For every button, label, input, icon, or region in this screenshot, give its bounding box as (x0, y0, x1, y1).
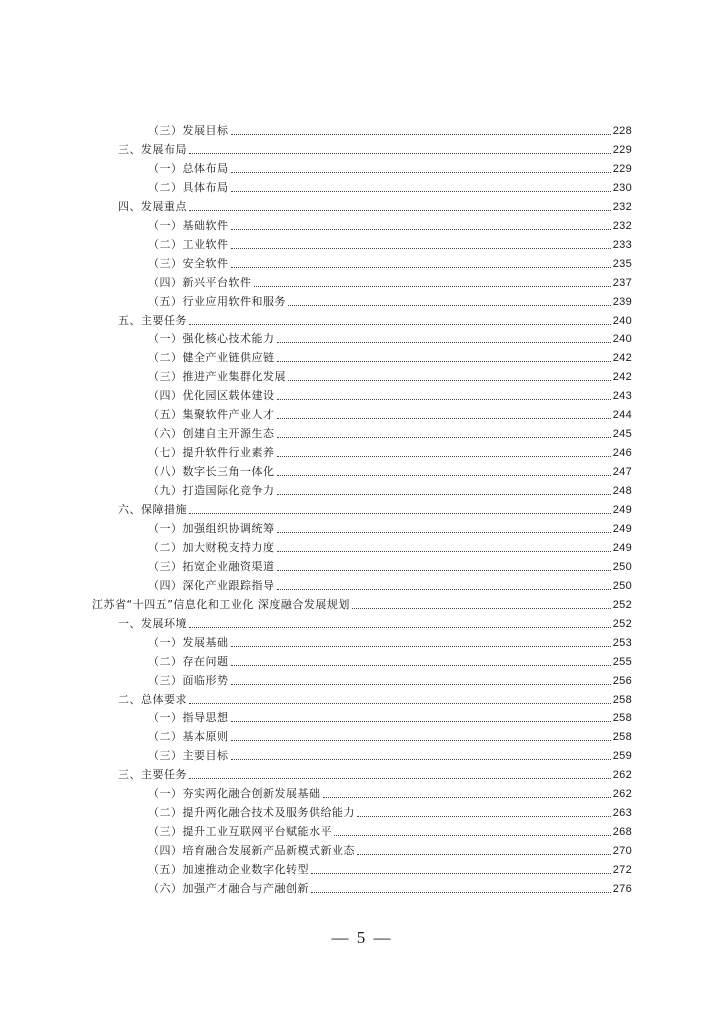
toc-entry[interactable] (148, 575, 632, 593)
dot-leader (277, 532, 611, 533)
dot-leader (311, 892, 611, 893)
dot-leader (231, 191, 611, 192)
toc-entry-title: （三）拓宽企业融资渠道 (148, 559, 275, 573)
toc-entry[interactable] (148, 291, 632, 309)
toc-entry-title: （三）安全软件 (148, 256, 229, 270)
toc-entry-title: （九）打造国际化竞争力 (148, 484, 275, 498)
toc-entry-title: （三）推进产业集群化发展 (148, 370, 286, 384)
toc-entry[interactable] (148, 404, 632, 422)
toc-entry-page: 252 (612, 598, 632, 611)
toc-entry-page: 247 (612, 466, 632, 479)
toc-entry-title: （五）加速推动企业数字化转型 (148, 863, 309, 877)
toc-entry[interactable] (148, 234, 632, 252)
toc-entry-page: 268 (612, 826, 632, 839)
toc-entry[interactable] (148, 366, 632, 384)
dot-leader (277, 437, 611, 438)
toc-entry-title: （七）提升软件行业素养 (148, 446, 275, 460)
toc-entry-title: （三）主要目标 (148, 749, 229, 763)
toc-entry-page: 240 (612, 314, 632, 327)
toc-entry[interactable] (148, 783, 632, 801)
toc-entry[interactable] (118, 139, 632, 157)
dot-leader (277, 456, 611, 457)
toc-entry-page: 253 (612, 636, 632, 649)
toc-entry-title: （一）强化核心技术能力 (148, 332, 275, 346)
dot-leader (277, 551, 611, 552)
toc-entry[interactable] (148, 556, 632, 574)
dot-leader (277, 475, 611, 476)
toc-entry[interactable] (148, 859, 632, 877)
toc-entry[interactable] (148, 878, 632, 896)
toc-entry-page: 250 (612, 560, 632, 573)
toc-entry[interactable] (118, 499, 632, 517)
toc-entry-page: 263 (612, 807, 632, 820)
toc-entry-title: （二）基本原则 (148, 730, 229, 744)
toc-entry-page: 262 (612, 769, 632, 782)
toc-entry[interactable] (148, 120, 632, 138)
toc-entry[interactable] (92, 594, 632, 612)
toc-entry-title: （二）健全产业链供应链 (148, 351, 275, 365)
toc-entry[interactable] (148, 726, 632, 744)
toc-entry[interactable] (148, 177, 632, 195)
toc-entry-title: （一）总体布局 (148, 161, 229, 175)
dot-leader (189, 324, 611, 325)
dot-leader (231, 267, 611, 268)
toc-entry-title: 五、主要任务 (118, 313, 187, 327)
dot-leader (231, 646, 611, 647)
toc-entry-page: 249 (612, 522, 632, 535)
toc-entry-page: 246 (612, 447, 632, 460)
toc-entry-title: （三）面临形势 (148, 673, 229, 687)
toc-entry-title: （一）加强组织协调统筹 (148, 521, 275, 535)
toc-entry-page: 237 (612, 276, 632, 289)
toc-entry-page: 229 (612, 162, 632, 175)
toc-entry-page: 230 (612, 181, 632, 194)
toc-entry[interactable] (148, 461, 632, 479)
dot-leader (288, 380, 611, 381)
toc-entry[interactable] (148, 272, 632, 290)
toc-entry-page: 248 (612, 485, 632, 498)
page-number: — 5 — (331, 928, 393, 947)
toc-entry-title: 江苏省“十四五”信息化和工业化 深度融合发展规划 (92, 597, 350, 611)
toc-entry-page: 232 (612, 200, 632, 213)
toc-entry-title: （六）加强产才融合与产融创新 (148, 882, 309, 895)
toc-entry-title: （八）数字长三角一体化 (148, 465, 275, 479)
toc-entry-title: （一）夯实两化融合创新发展基础 (148, 787, 321, 801)
dot-leader (357, 854, 611, 855)
toc-entry-title: （五）集聚软件产业人才 (148, 408, 275, 422)
dot-leader (231, 134, 611, 135)
toc-entry-page: 228 (612, 125, 632, 137)
dot-leader (357, 816, 611, 817)
toc-entry[interactable] (148, 537, 632, 555)
toc-entry[interactable] (148, 651, 632, 669)
toc-entry-title: （二）加大财税支持力度 (148, 540, 275, 554)
toc-entry-page: 245 (612, 428, 632, 441)
dot-leader (189, 778, 611, 779)
toc-entry-page: 258 (612, 693, 632, 706)
dot-leader (277, 589, 611, 590)
toc-entry[interactable] (148, 518, 632, 536)
toc-entry-page: 252 (612, 617, 632, 630)
toc-entry-page: 276 (612, 883, 632, 895)
dot-leader (189, 703, 611, 704)
toc-entry[interactable] (148, 632, 632, 650)
toc-entry-page: 239 (612, 295, 632, 308)
toc-entry[interactable] (148, 442, 632, 460)
toc-entry-page: 242 (612, 371, 632, 384)
toc-entry-title: （二）具体布局 (148, 180, 229, 194)
toc-entry-page: 270 (612, 845, 632, 858)
toc-entry-title: 二、总体要求 (118, 692, 187, 706)
dot-leader (189, 627, 611, 628)
dot-leader (189, 153, 611, 154)
dot-leader (334, 835, 611, 836)
dot-leader (323, 797, 611, 798)
toc-entry[interactable] (148, 158, 632, 176)
toc-entry[interactable] (148, 385, 632, 403)
dot-leader (277, 570, 611, 571)
toc-entry[interactable] (148, 328, 632, 346)
dot-leader (277, 342, 611, 343)
toc-entry-title: 三、主要任务 (118, 768, 187, 782)
dot-leader (231, 248, 611, 249)
dot-leader (254, 286, 611, 287)
toc-entry-title: （二）提升两化融合技术及服务供给能力 (148, 806, 355, 820)
toc-entry-page: 232 (612, 219, 632, 232)
toc-entry[interactable] (118, 310, 632, 328)
toc-entry-page: 229 (612, 143, 632, 156)
toc-entry[interactable] (148, 480, 632, 498)
toc-entry[interactable] (148, 423, 632, 441)
toc-entry-page: 249 (612, 504, 632, 516)
toc-entry[interactable] (148, 707, 632, 725)
toc-entry-page: 242 (612, 352, 632, 365)
toc-entry-title: （三）提升工业互联网平台赋能水平 (148, 825, 332, 839)
toc-entry-title: （二）工业软件 (148, 237, 229, 251)
dot-leader (231, 684, 611, 685)
toc-entry[interactable] (118, 196, 632, 214)
dot-leader (231, 172, 611, 173)
toc-entry-title: （四）深化产业跟踪指导 (148, 578, 275, 592)
toc-entry-page: 272 (612, 864, 632, 877)
toc-entry-title: （三）发展目标 (148, 124, 229, 137)
toc-entry-title: （四）新兴平台软件 (148, 275, 252, 289)
dot-leader (231, 665, 611, 666)
toc-entry-title: 六、保障措施 (118, 503, 187, 516)
toc-entry[interactable] (118, 764, 632, 782)
toc-entry[interactable] (118, 613, 632, 631)
dot-leader (277, 418, 611, 419)
toc-entry[interactable] (148, 821, 632, 839)
toc-entry[interactable] (148, 347, 632, 365)
toc-entry-page: 233 (612, 238, 632, 251)
toc-entry-page: 240 (612, 333, 632, 346)
toc-entry[interactable] (118, 689, 632, 707)
toc-entry-title: （四）优化园区载体建设 (148, 389, 275, 403)
toc-entry-page: 258 (612, 731, 632, 744)
dot-leader (231, 229, 611, 230)
dot-leader (231, 721, 611, 722)
toc-entry-page: 244 (612, 409, 632, 422)
dot-leader (311, 873, 611, 874)
dot-leader (277, 399, 611, 400)
toc-entry-page: 243 (612, 390, 632, 403)
toc-entry-title: 三、发展布局 (118, 142, 187, 156)
toc-entry-title: （五）行业应用软件和服务 (148, 294, 286, 308)
toc-entry-title: （二）存在问题 (148, 654, 229, 668)
toc-entry-page: 235 (612, 257, 632, 270)
dot-leader (189, 513, 611, 514)
toc-entry-title: （六）创建自主开源生态 (148, 427, 275, 441)
dot-leader (277, 361, 611, 362)
toc-entry[interactable] (148, 670, 632, 688)
toc-entry[interactable] (148, 840, 632, 858)
toc-entry-page: 258 (612, 712, 632, 725)
dot-leader (231, 740, 611, 741)
toc-entry-page: 249 (612, 541, 632, 554)
toc-entry-page: 256 (612, 674, 632, 687)
toc-entry-title: （一）指导思想 (148, 711, 229, 725)
toc-entry-page: 262 (612, 788, 632, 801)
toc-entry[interactable] (148, 745, 632, 763)
dot-leader (288, 305, 611, 306)
toc-entry-page: 255 (612, 655, 632, 668)
toc-entry-title: （一）基础软件 (148, 218, 229, 232)
dot-leader (189, 210, 611, 211)
dot-leader (352, 608, 611, 609)
toc-entry-title: 一、发展环境 (118, 616, 187, 630)
toc-entry[interactable] (148, 802, 632, 820)
toc-entry-title: （一）发展基础 (148, 635, 229, 649)
toc-entry-title: 四、发展重点 (118, 199, 187, 213)
dot-leader (231, 759, 611, 760)
toc-entry-page: 250 (612, 579, 632, 592)
dot-leader (277, 494, 611, 495)
toc-entry[interactable] (148, 253, 632, 271)
toc-entry-page: 259 (612, 750, 632, 763)
toc-entry-title: （四）培育融合发展新产品新模式新业态 (148, 844, 355, 858)
toc-entry[interactable] (148, 215, 632, 233)
